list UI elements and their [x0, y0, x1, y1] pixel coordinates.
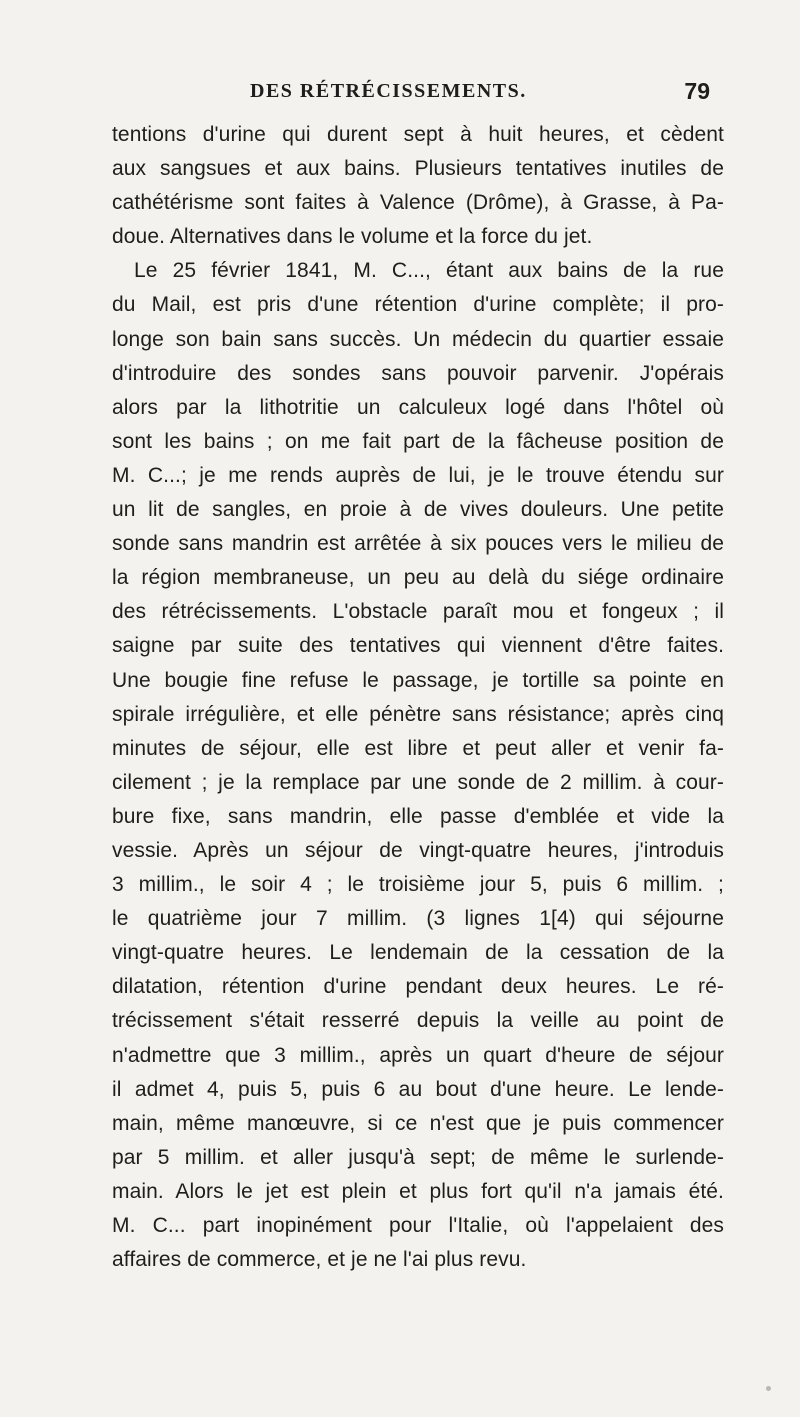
text-line: le quatrième jour 7 millim. (3 lignes 1[4) qui séjourne	[112, 907, 724, 931]
text-line: Une bougie fine refuse le passage, je tortille sa pointe en	[112, 668, 724, 692]
text-line: sonde sans mandrin est arrêtée à six pouces vers le milieu de	[112, 532, 724, 556]
text-line: il admet 4, puis 5, puis 6 au bout d'une heure. Le lende-	[112, 1077, 724, 1101]
text-line: bure fixe, sans mandrin, elle passe d'emblée et vide la	[112, 804, 724, 828]
text-line: minutes de séjour, elle est libre et peut aller et venir fa-	[112, 736, 724, 760]
text-line: doue. Alternatives dans le volume et la force du jet.	[112, 225, 593, 249]
text-line: d'introduire des sondes sans pouvoir parvenir. J'opérais	[112, 361, 724, 385]
text-line: 3 millim., le soir 4 ; le troisième jour 5, puis 6 millim. ;	[112, 873, 724, 897]
text-line: sont les bains ; on me fait part de la fâcheuse position de	[112, 429, 724, 453]
body-text	[112, 118, 724, 1277]
text-line: spirale irrégulière, et elle pénètre sans résistance; après cinq	[112, 702, 724, 726]
text-line: M. C... part inopinément pour l'Italie, où l'appelaient des	[112, 1214, 724, 1237]
text-line: affaires de commerce, et je ne l'ai plus revu.	[112, 1248, 527, 1272]
text-line: dilatation, rétention d'urine pendant deux heures. Le ré-	[112, 975, 724, 999]
text-line: alors par la lithotritie un calculeux logé dans l'hôtel où	[112, 395, 724, 419]
text-line: vingt-quatre heures. Le lendemain de la cessation de la	[112, 941, 724, 965]
paper-speck	[766, 1386, 771, 1391]
text-line: des rétrécissements. L'obstacle paraît mou et fongeux ; il	[112, 600, 724, 624]
text-line: main. Alors le jet est plein et plus fort qu'il n'a jamais été.	[112, 1179, 724, 1203]
text-line: Le 25 février 1841, M. C..., étant aux bains de la rue	[134, 259, 724, 283]
text-line: vessie. Après un séjour de vingt-quatre heures, j'introduis	[112, 838, 724, 862]
text-line: main, même manœuvre, si ce n'est que je puis commencer	[112, 1111, 724, 1135]
text-line: tentions d'urine qui durent sept à huit heures, et cèdent	[112, 123, 724, 146]
text-line: un lit de sangles, en proie à de vives douleurs. Une petite	[112, 498, 724, 522]
text-line: longe son bain sans succès. Un médecin du quartier essaie	[112, 327, 724, 351]
page-number: 79	[684, 78, 710, 104]
text-line: trécissement s'était resserré depuis la veille au point de	[112, 1009, 724, 1033]
text-line: saigne par suite des tentatives qui viennent d'être faites.	[112, 634, 724, 658]
text-line: la région membraneuse, un peu au delà du siége ordinaire	[112, 566, 724, 590]
text-line: du Mail, est pris d'une rétention d'urine complète; il pro-	[112, 293, 724, 317]
text-line: cathétérisme sont faites à Valence (Drôme), à Grasse, à Pa-	[112, 191, 724, 215]
text-line: aux sangsues et aux bains. Plusieurs tentatives inutiles de	[112, 157, 724, 181]
text-line: par 5 millim. et aller jusqu'à sept; de même le surlende-	[112, 1145, 724, 1169]
text-line: M. C...; je me rends auprès de lui, je le trouve étendu sur	[112, 463, 724, 487]
text-line: n'admettre que 3 millim., après un quart d'heure de séjour	[112, 1043, 724, 1067]
text-line: cilement ; je la remplace par une sonde de 2 millim. à cour-	[112, 770, 724, 794]
running-title: DES RÉTRÉCISSEMENTS.	[250, 80, 527, 102]
running-header	[250, 80, 710, 108]
